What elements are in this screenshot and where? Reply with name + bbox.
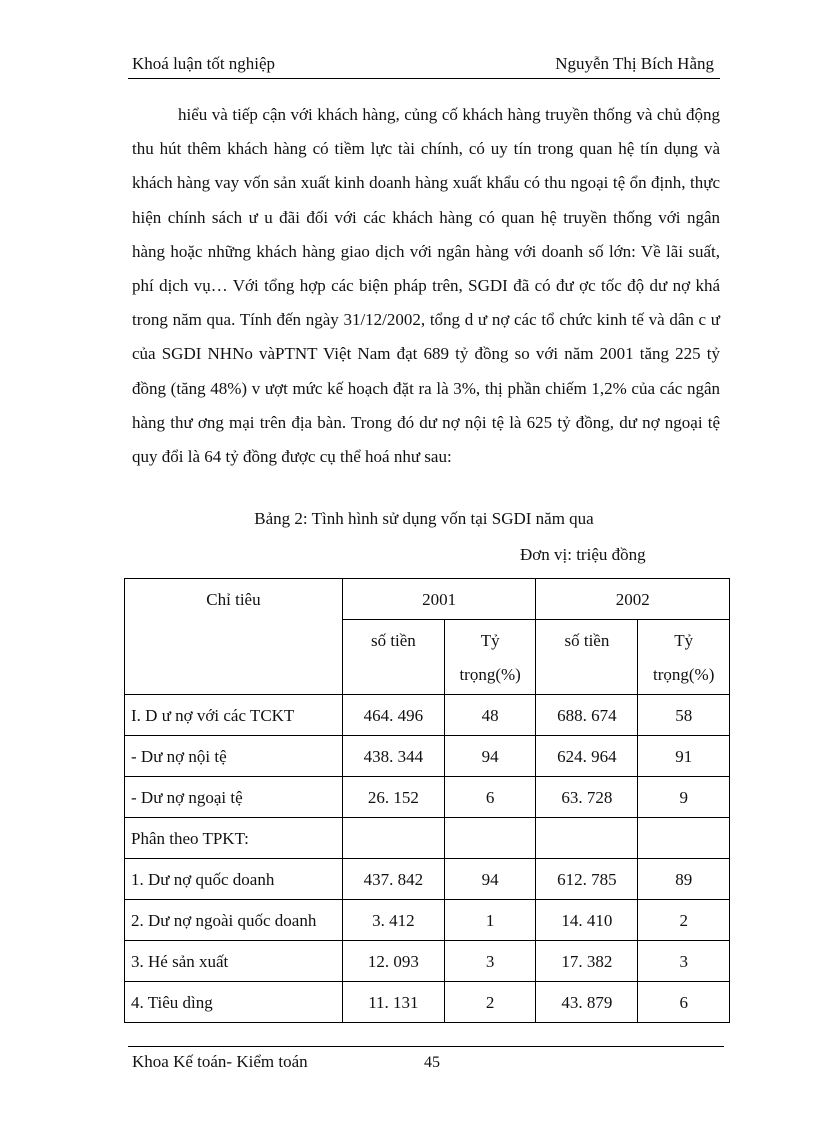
amount-2001-cell: 437. 842 xyxy=(342,859,444,900)
amount-2001-cell: 438. 344 xyxy=(342,736,444,777)
share-2001-cell xyxy=(444,818,536,859)
amount-2001-cell xyxy=(342,818,444,859)
share-2002-cell: 9 xyxy=(638,777,730,818)
footer-department: Khoa Kế toán- Kiểm toán xyxy=(132,1052,308,1071)
table-body xyxy=(125,695,730,1023)
table-row xyxy=(125,777,730,818)
table-row xyxy=(125,818,730,859)
amount-2002-cell xyxy=(536,818,638,859)
row-label-cell: I. D ư nợ với các TCKT xyxy=(125,695,343,736)
share-2002-cell: 91 xyxy=(638,736,730,777)
row-label-cell: 2. Dư nợ ngoài quốc doanh xyxy=(125,900,343,941)
page-number: 45 xyxy=(424,1054,440,1071)
header-thesis-title: Khoá luận tốt nghiệp xyxy=(132,54,276,73)
share-2002-cell: 3 xyxy=(638,941,730,982)
row-label-cell: 4. Tiêu dìng xyxy=(125,982,343,1023)
header-author-name: Nguyễn Thị Bích Hằng xyxy=(555,54,714,73)
table-row xyxy=(125,695,730,736)
subheader-amount-2001: số tiền xyxy=(342,620,444,695)
share-2001-cell: 3 xyxy=(444,941,536,982)
table-row xyxy=(125,736,730,777)
amount-2002-cell: 688. 674 xyxy=(536,695,638,736)
table-row xyxy=(125,900,730,941)
body-paragraph-block xyxy=(132,98,720,474)
amount-2002-cell: 63. 728 xyxy=(536,777,638,818)
amount-2002-cell: 17. 382 xyxy=(536,941,638,982)
amount-2002-cell: 612. 785 xyxy=(536,859,638,900)
amount-2001-cell: 12. 093 xyxy=(342,941,444,982)
share-2001-cell: 6 xyxy=(444,777,536,818)
share-2002-cell: 58 xyxy=(638,695,730,736)
share-2001-cell: 94 xyxy=(444,736,536,777)
amount-2002-cell: 624. 964 xyxy=(536,736,638,777)
subheader-share-2002: Tỷ trọng(%) xyxy=(638,620,730,695)
row-label-cell: 1. Dư nợ quốc doanh xyxy=(125,859,343,900)
loan-usage-table xyxy=(124,578,730,1023)
subheader-share-2001: Tỷ trọng(%) xyxy=(444,620,536,695)
table-row xyxy=(125,941,730,982)
table-unit-note: Đơn vị: triệu đồng xyxy=(520,545,646,564)
amount-2001-cell: 26. 152 xyxy=(342,777,444,818)
row-label-cell: - Dư nợ ngoại tệ xyxy=(125,777,343,818)
table-row xyxy=(125,859,730,900)
share-2002-cell: 89 xyxy=(638,859,730,900)
row-label-cell: - Dư nợ nội tệ xyxy=(125,736,343,777)
row-label-cell: 3. Hé sản xuất xyxy=(125,941,343,982)
header-year-2001: 2001 xyxy=(342,579,536,620)
footer-divider xyxy=(128,1046,724,1047)
table-header-row xyxy=(125,579,730,620)
amount-2001-cell: 11. 131 xyxy=(342,982,444,1023)
share-2002-cell: 2 xyxy=(638,900,730,941)
amount-2001-cell: 464. 496 xyxy=(342,695,444,736)
share-2002-cell xyxy=(638,818,730,859)
subheader-amount-2002: số tiền xyxy=(536,620,638,695)
body-paragraph: hiểu và tiếp cận với khách hàng, củng cố khách hàng truyền thống và chủ động thu hút thêm khách hàng có tiềm lực tài chính, có uy tín trong quan hệ tín dụng và khách hàng vay vốn sản xuất kinh doanh hàng xuất khẩu có thu ngoại tệ ổn định, thực hiện chính sách ư u đãi đối với các khách hàng có quan hệ truyền thống với ngân hàng hoặc những khách hàng giao dịch với ngân hàng với doanh số lớn: Về lãi suất, phí dịch vụ… Với tổng hợp các biện pháp trên, SGDI đã có đư ợc tốc độ dư nợ khá trong năm qua. Tính đến ngày 31/12/2002, tổng d ư nợ các tổ chức kinh tế và dân c ư của SGDI NHNo vàPTNT Việt Nam đạt 689 tỷ đồng so với năm 2001 tăng 225 tỷ đồng (tăng 48%) v ượt mức kế hoạch đặt ra là 3%, thị phần chiếm 1,2% của các ngân hàng thư ơng mại trên địa bàn. Trong đó dư nợ nội tệ là 625 tỷ đồng, dư nợ ngoại tệ quy đổi là 64 tỷ đồng được cụ thể hoá như sau: xyxy=(132,105,720,467)
amount-2001-cell: 3. 412 xyxy=(342,900,444,941)
amount-2002-cell: 43. 879 xyxy=(536,982,638,1023)
share-2001-cell: 1 xyxy=(444,900,536,941)
row-label-cell: Phân theo TPKT: xyxy=(125,818,343,859)
amount-2002-cell: 14. 410 xyxy=(536,900,638,941)
table-row xyxy=(125,982,730,1023)
share-2001-cell: 48 xyxy=(444,695,536,736)
share-2001-cell: 2 xyxy=(444,982,536,1023)
share-2001-cell: 94 xyxy=(444,859,536,900)
header-criteria-cell: Chỉ tiêu xyxy=(125,579,343,695)
page-header xyxy=(128,52,720,79)
header-year-2002: 2002 xyxy=(536,579,730,620)
table-caption: Bảng 2: Tình hình sử dụng vốn tại SGDI năm qua xyxy=(254,509,594,528)
share-2002-cell: 6 xyxy=(638,982,730,1023)
